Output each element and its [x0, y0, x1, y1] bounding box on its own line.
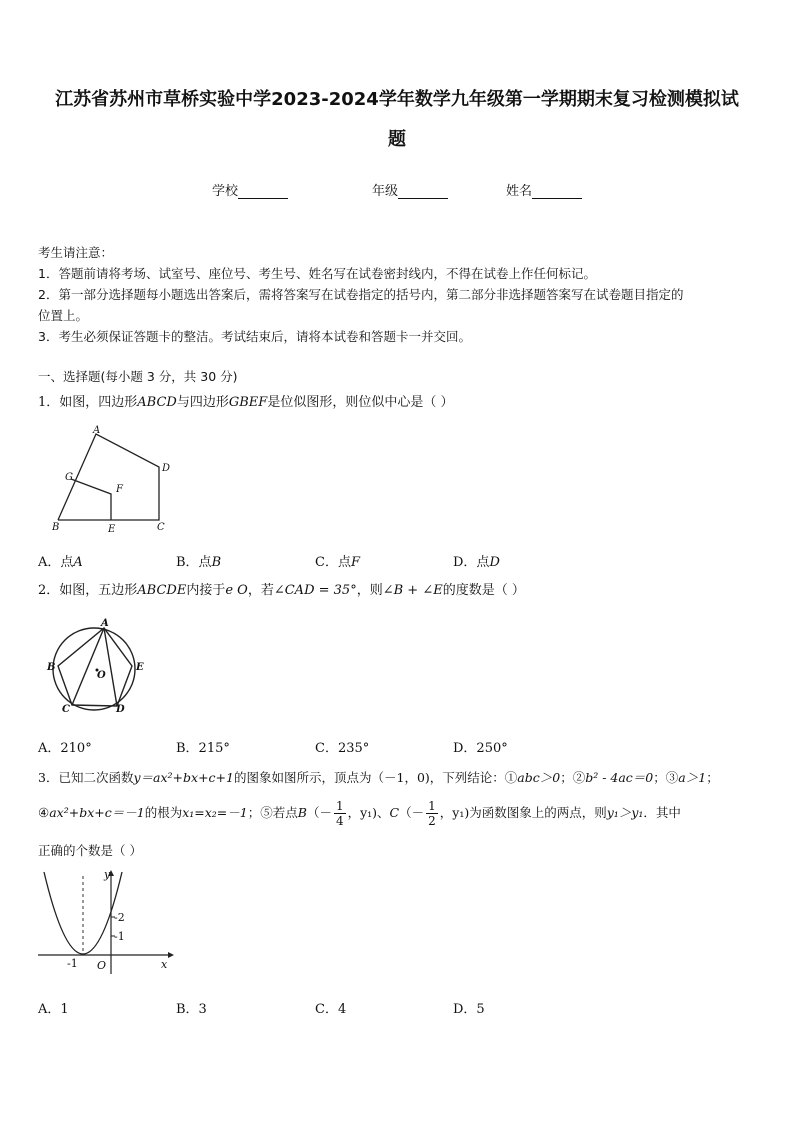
notes-heading: 考生请注意：: [38, 245, 114, 260]
question-1-stem: [38, 392, 768, 414]
quad-abcd: [58, 434, 159, 520]
name-label: 姓名: [506, 184, 533, 199]
option-label: B．点: [176, 555, 212, 570]
x-axis-arrow: [168, 952, 174, 958]
circle-o: [53, 628, 135, 710]
label-e: E: [108, 524, 116, 535]
grade-blank: [398, 186, 448, 199]
label-f: F: [116, 484, 123, 495]
q3-text: （－: [306, 805, 332, 820]
q3-text: 3．已知二次函数: [38, 770, 134, 785]
q3-graph: [34, 866, 174, 976]
y-tick-label-1: -1: [114, 930, 125, 943]
q3-point-c: C: [389, 805, 400, 820]
label-b: B: [47, 662, 56, 673]
q2-option-b[interactable]: B．215°: [176, 741, 230, 756]
q3-text: 的根为: [144, 805, 183, 820]
q3-conclusion-2: b² - 4ac＝0: [585, 770, 654, 785]
q2-text: 的度数是（ ）: [442, 583, 525, 598]
option-label: D．点: [453, 555, 490, 570]
fraction-one-half: [426, 799, 438, 828]
q2-option-d[interactable]: D．250°: [453, 741, 508, 756]
q3-option-b[interactable]: B．3: [176, 1002, 207, 1017]
q3-text: 的图象如图所示，顶点为（－1，0)，下列结论：①: [233, 770, 518, 785]
q1-text: 与四边形: [176, 395, 229, 410]
q3-function: y＝ax²+bx+c+1: [133, 770, 234, 785]
q2-option-c[interactable]: C．235°: [315, 741, 370, 756]
option-var: D: [489, 555, 500, 570]
option-label: A．点: [38, 555, 74, 570]
option-label: C．点: [315, 555, 351, 570]
page-title: 江苏省苏州市草桥实验中学2023-2024学年数学九年级第一学期期末复习检测模拟试: [55, 89, 739, 110]
q2-text: 内接于: [186, 583, 226, 598]
segment-ad: [104, 628, 117, 706]
q2-circle: e O: [225, 583, 248, 598]
q2-target: ∠B + ∠E: [382, 583, 443, 598]
q3-text: ，y₁): [439, 805, 470, 820]
q3-option-a[interactable]: A．1: [38, 1002, 69, 1017]
label-g: G: [65, 472, 73, 483]
q2-text: 2．如图，五边形: [38, 583, 138, 598]
q3-roots: x₁=x₂=－1: [182, 805, 248, 820]
fraction-numerator: 1: [335, 799, 344, 813]
exam-notes: [38, 242, 768, 347]
segment-ac: [72, 628, 104, 705]
fraction-denominator: 4: [335, 814, 344, 828]
q2-condition: ∠CAD = 35°: [273, 583, 357, 598]
q3-option-d[interactable]: D．5: [453, 1002, 485, 1017]
label-o: O: [97, 670, 106, 681]
school-label: 学校: [212, 184, 239, 199]
q3-point-b: B: [297, 805, 307, 820]
q1-text: 是位似图形，则位似中心是（ ）: [267, 395, 454, 410]
label-a: A: [93, 425, 101, 436]
q3-text: ，y₁)、: [347, 805, 390, 820]
q3-option-c[interactable]: C．4: [315, 1002, 347, 1017]
q3-text: ；②: [560, 770, 586, 785]
option-var: A: [73, 555, 83, 570]
q2-figure: [44, 614, 156, 714]
q1-figure: [40, 424, 180, 536]
page-title-continued: 题: [388, 129, 406, 150]
q1-option-c[interactable]: [315, 551, 360, 570]
x-label: x: [161, 958, 168, 971]
label-c: C: [62, 704, 70, 714]
label-e: E: [136, 662, 144, 673]
q1-option-d[interactable]: [453, 551, 500, 570]
q1-abcd: ABCD: [137, 395, 177, 410]
notes-item: 3．考生必须保证答题卡的整洁。考试结束后，请将本试卷和答题卡一并交回。: [38, 329, 471, 344]
option-var: B: [211, 555, 222, 570]
school-field: [212, 180, 288, 199]
label-b: B: [52, 522, 60, 533]
q3-text: ．其中: [643, 805, 681, 820]
q3-conclusion-3: a＞1: [678, 770, 707, 785]
quad-gbef-edges: [71, 479, 111, 520]
section-heading: 一、选择题(每小题 3 分，共 30 分): [38, 369, 238, 384]
question-3-line-1: [38, 767, 768, 789]
question-2-stem: [38, 580, 768, 602]
notes-item: 1．答题前请将考场、试室号、座位号、考生号、姓名写在试卷密封线内，不得在试卷上作任何标记。: [38, 266, 596, 281]
q1-option-a[interactable]: [38, 551, 83, 570]
q1-gbef: GBEF: [228, 395, 268, 410]
label-c: C: [157, 522, 165, 533]
notes-item: 位置上。: [38, 308, 89, 323]
y-label: y: [104, 868, 111, 881]
q3-text: 为函数图象上的两点，则: [469, 805, 607, 820]
q3-text: （－: [399, 805, 425, 820]
q2-option-a[interactable]: A．210°: [38, 741, 92, 756]
y-tick-label-2: -2: [114, 911, 125, 924]
grade-label: 年级: [372, 184, 399, 199]
label-d: D: [162, 463, 171, 474]
fraction-denominator: 2: [428, 814, 436, 828]
q3-text: ；③: [653, 770, 679, 785]
x-tick-label: -1: [67, 957, 78, 970]
origin-label: O: [97, 959, 107, 972]
q3-text: ④: [38, 805, 50, 820]
name-field: [506, 180, 582, 199]
q2-text: ，则: [356, 583, 383, 598]
option-var: F: [350, 555, 360, 570]
fraction-one-quarter: [334, 799, 346, 828]
q1-text: 1．如图，四边形: [38, 395, 138, 410]
question-3-line-2: [38, 798, 768, 828]
name-blank: [532, 186, 582, 199]
q1-option-b[interactable]: [176, 551, 221, 570]
pentagon-abcde: [58, 628, 132, 706]
label-a: A: [101, 618, 109, 629]
label-d: D: [116, 704, 125, 714]
q3-conclusion-4: ax²+bx+c＝－1: [49, 805, 145, 820]
school-blank: [238, 186, 288, 199]
fraction-numerator: 1: [428, 799, 436, 813]
grade-field: [372, 180, 448, 199]
notes-item: 2．第一部分选择题每小题选出答案后，需将答案写在试卷指定的括号内，第二部分非选择题答案写在试卷题目指定的: [38, 287, 684, 302]
q2-shape: ABCDE: [137, 583, 187, 598]
q3-conclusion-5: y₁＞y₁: [606, 805, 644, 820]
q2-text: ，若: [247, 583, 274, 598]
q3-text: ；⑤若点: [247, 805, 298, 820]
question-3-line-3: 正确的个数是（ ）: [38, 843, 142, 858]
q3-text: ；: [706, 770, 719, 785]
q3-conclusion-1: abc＞0: [517, 770, 561, 785]
